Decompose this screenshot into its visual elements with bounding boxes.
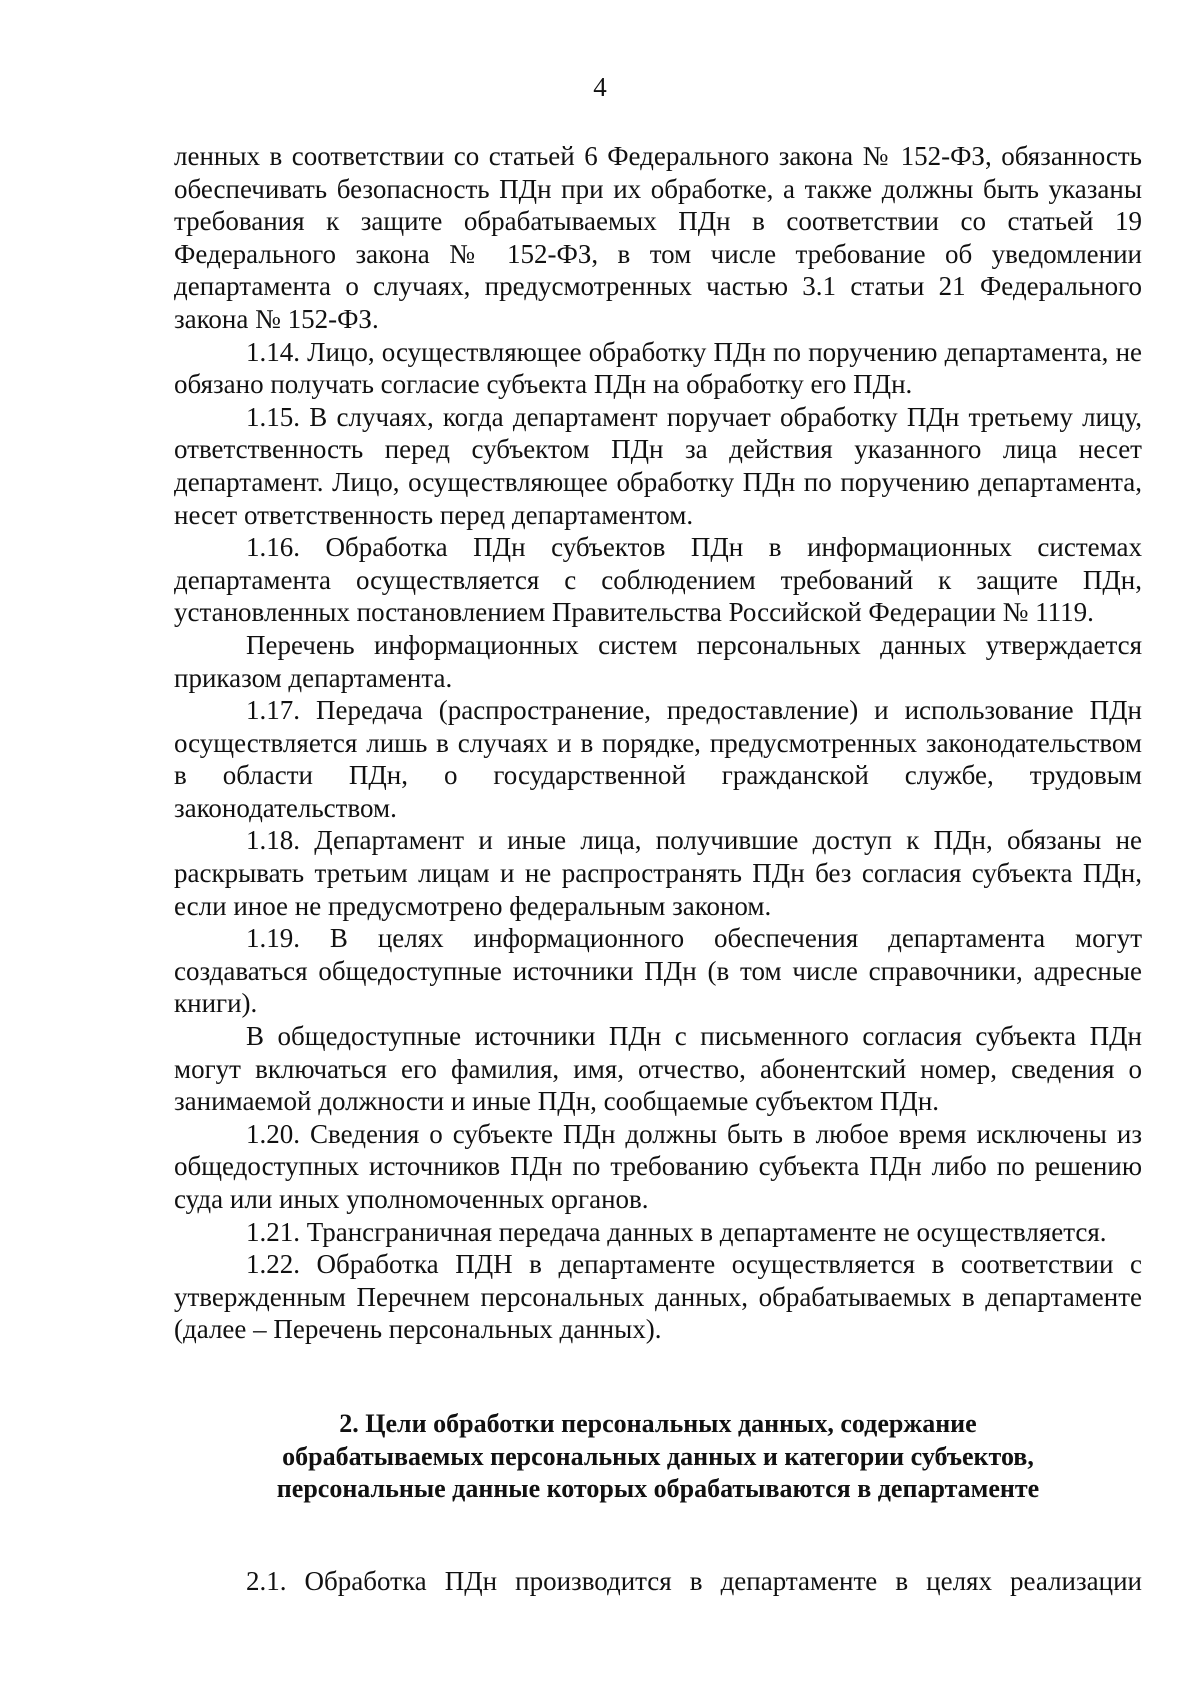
paragraph-1-18: 1.18. Департамент и иные лица, получившие доступ к ПДн, обязаны не раскрывать третьим лицам и не распространять ПДн без согласия субъекта ПДн, если иное не предусмотрено федеральным законом. bbox=[174, 825, 1142, 921]
section-heading bbox=[174, 1408, 1142, 1506]
paragraph-2-1: 2.1. Обработка ПДн производится в департаменте в целях реализации bbox=[246, 1566, 1142, 1596]
paragraph-1-15: 1.15. В случаях, когда департамент поручает обработку ПДн третьему лицу, ответственность перед субъектом ПДн за действия указанного лица несет департамент. Лицо, осуществляющее обработку ПДн по поручению департамента, несет ответственность перед департаментом. bbox=[174, 401, 1142, 530]
paragraph-1-19: 1.19. В целях информационного обеспечения департамента могут создаваться общедоступные источники ПДн (в том числе справочники, адресные книги). bbox=[174, 923, 1142, 1019]
paragraph-1-14: 1.14. Лицо, осуществляющее обработку ПДн по поручению департамента, не обязано получать согласие субъекта ПДн на обработку его ПДн. bbox=[174, 336, 1142, 400]
paragraph-1-16: 1.16. Обработка ПДн субъектов ПДн в информационных системах департамента осуществляется с соблюдением требований к защите ПДн, установленных постановлением Правительства Российской Федерации № 1119. bbox=[174, 532, 1142, 628]
body-text bbox=[174, 140, 1142, 1346]
section-heading-line-1: 2. Цели обработки персональных данных, содержание bbox=[339, 1409, 977, 1438]
page-number: 4 bbox=[593, 72, 607, 102]
paragraph-continuation: ленных в соответствии со статьей 6 Федерального закона № 152-ФЗ, обязанность обеспечивать безопасность ПДн при их обработке, а также должны быть указаны требования к защите обрабатываемых ПДн в соответствии со статьей 19 Федерального закона № 152-ФЗ, в том числе требование об уведомлении департамента о случаях, предусмотренных частью 3.1 статьи 21 Федерального закона № 152-ФЗ. bbox=[174, 141, 1142, 334]
paragraph-1-22: 1.22. Обработка ПДН в департаменте осуществляется в соответствии с утвержденным Перечнем персональных данных, обрабатываемых в департаменте (далее – Перечень персональных данных). bbox=[174, 1249, 1142, 1345]
section-heading-line-2: обрабатываемых персональных данных и категории субъектов, bbox=[282, 1441, 1034, 1471]
section-heading-line-3: персональные данные которых обрабатываются в департаменте bbox=[276, 1474, 1040, 1504]
paragraph-1-17: 1.17. Передача (распространение, предоставление) и использование ПДн осуществляется лишь в случаях и в порядке, предусмотренных законодательством в области ПДн, о государственной гражданской службе, трудовым законодательством. bbox=[174, 695, 1142, 823]
paragraph-1-20: 1.20. Сведения о субъекте ПДн должны быть в любое время исключены из общедоступных источников ПДн по требованию субъекта ПДн либо по решению суда или иных уполномоченных органов. bbox=[174, 1118, 1142, 1214]
paragraph-1-21: 1.21. Трансграничная передача данных в департаменте не осуществляется. bbox=[246, 1216, 1107, 1247]
paragraph-systems-list: Перечень информационных систем персональных данных утверждается приказом департамента. bbox=[174, 629, 1142, 693]
paragraph-public-sources: В общедоступные источники ПДн с письменного согласия субъекта ПДн могут включаться его фамилия, имя, отчество, абонентский номер, сведения о занимаемой должности и иные ПДн, сообщаемые субъектом ПДн. bbox=[174, 1021, 1142, 1117]
